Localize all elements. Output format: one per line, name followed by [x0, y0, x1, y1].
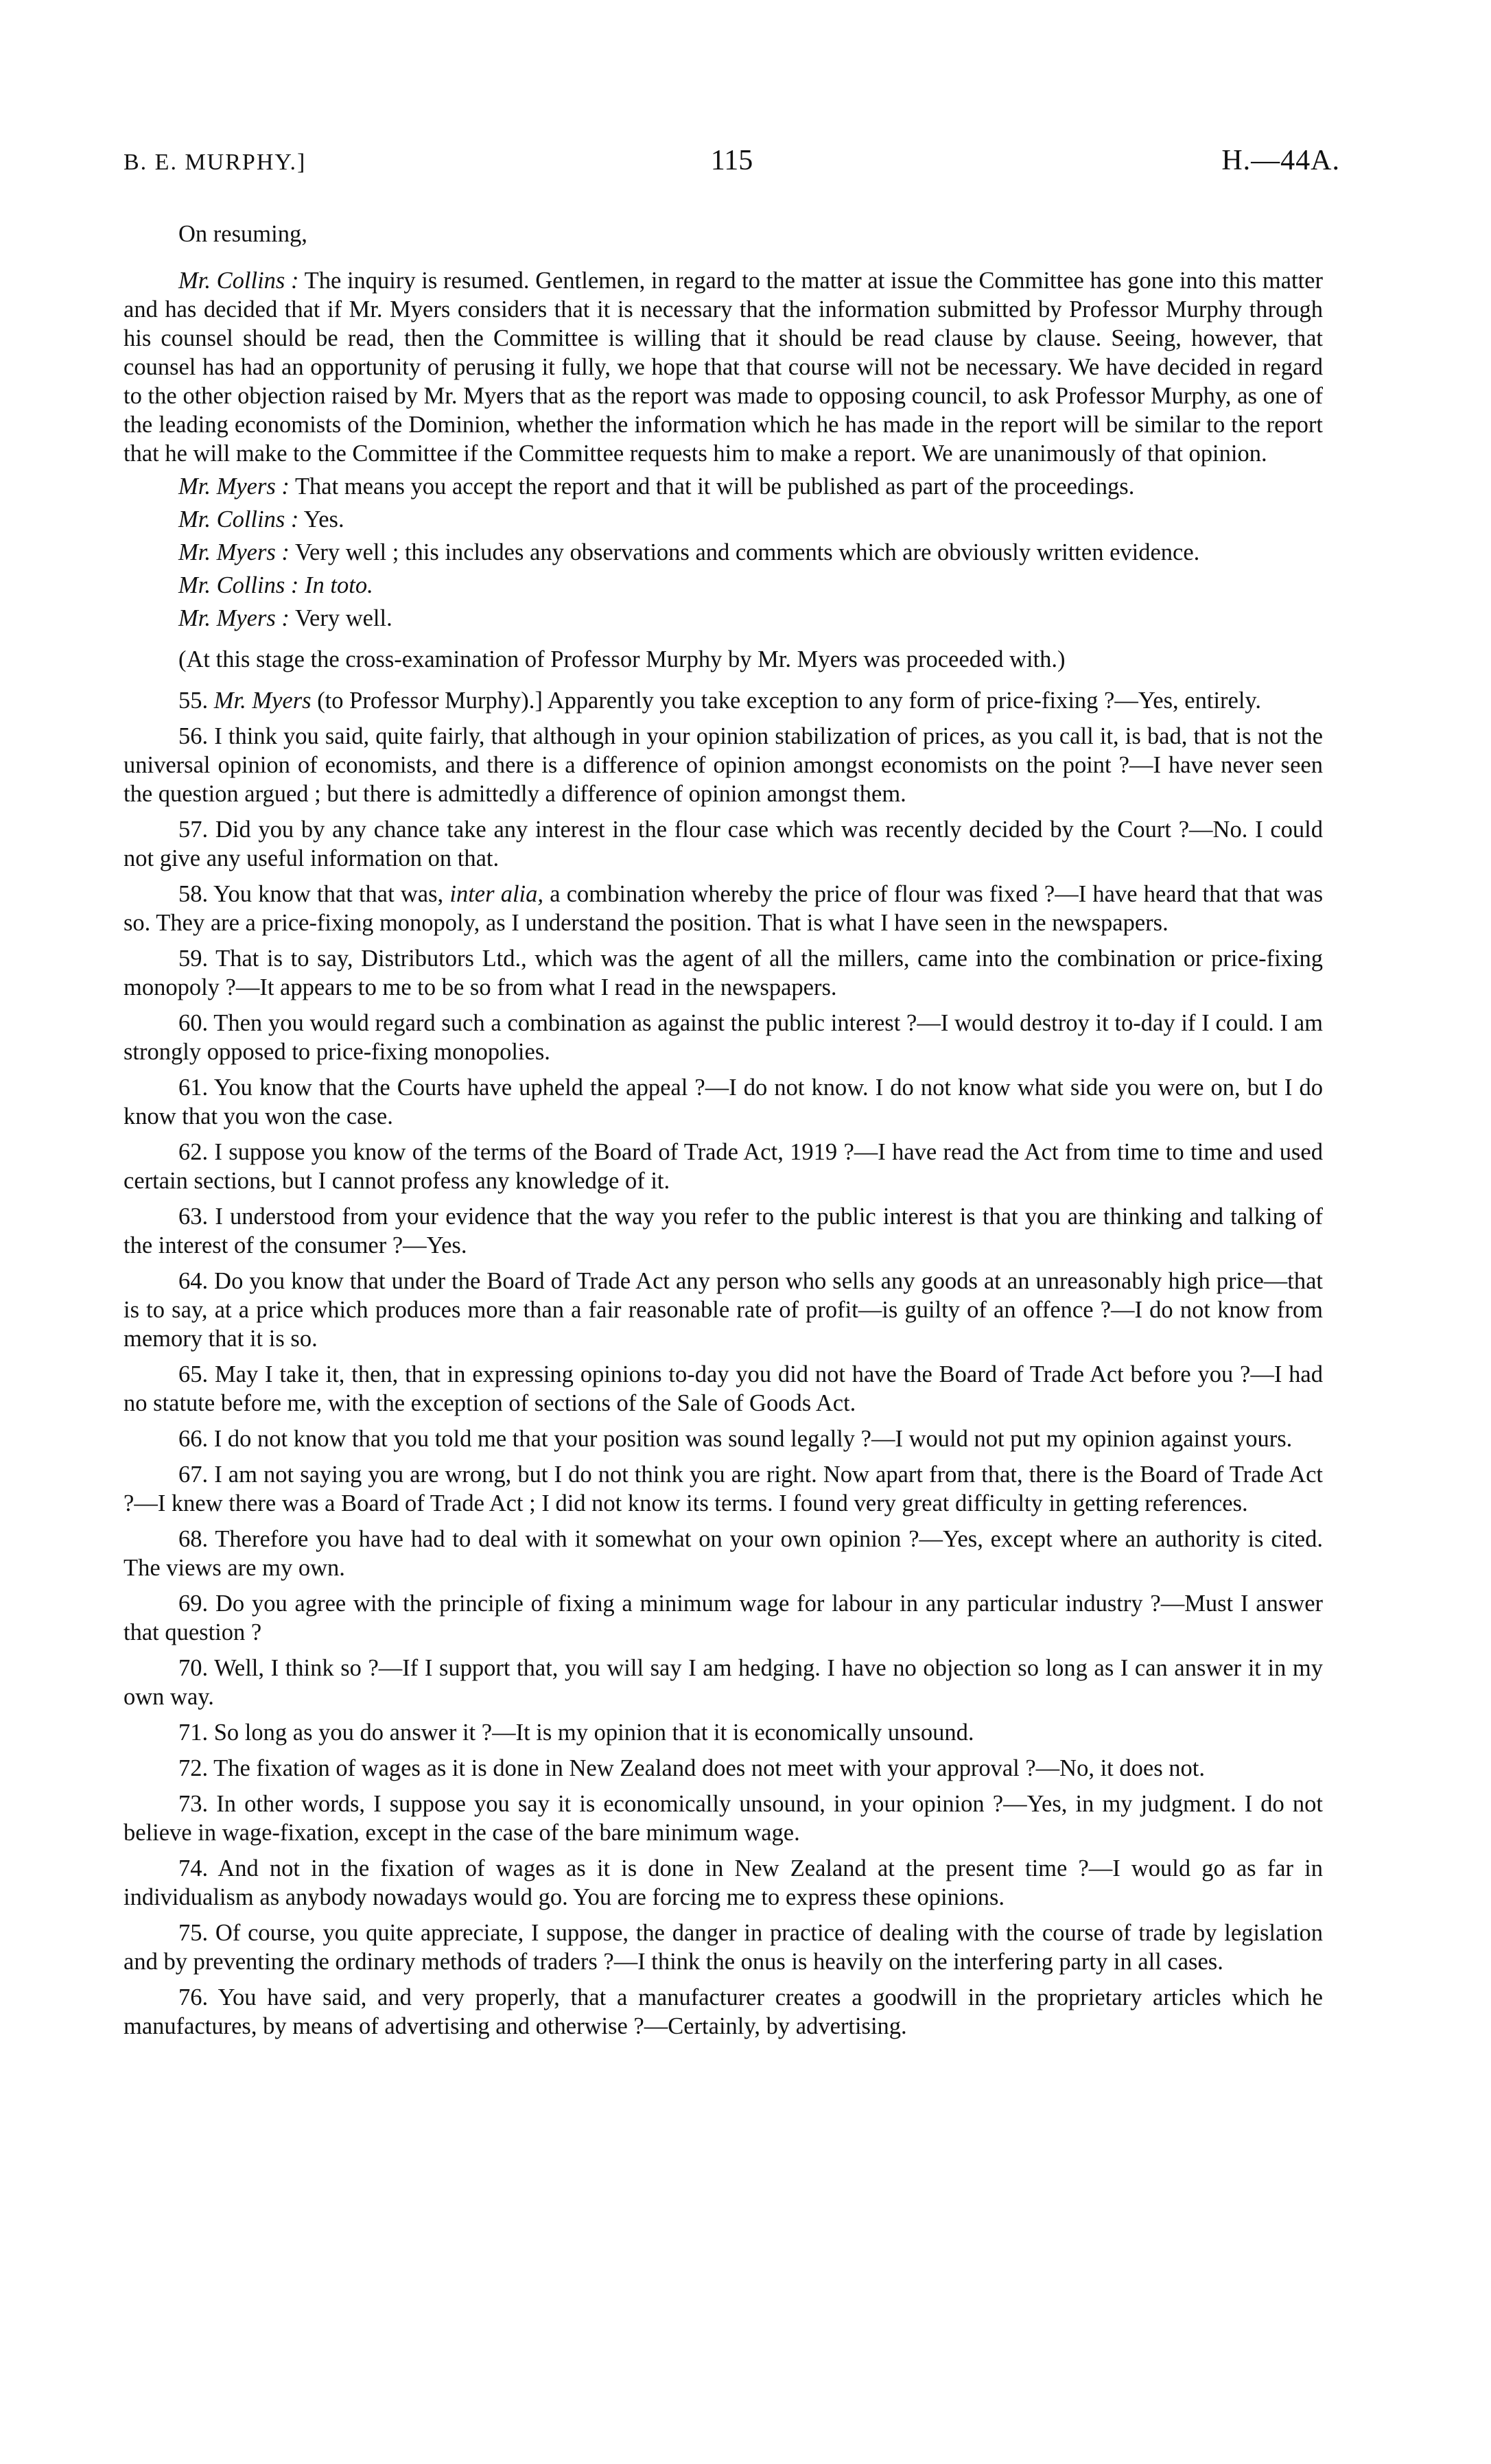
speaker-name: Mr. Myers : [178, 539, 290, 565]
question-60: 60. Then you would regard such a combination as against the public interest ?—I would destroy it to-day if I could. I am strongly opposed to price-fixing monopolies. [124, 1010, 1323, 1065]
question-59: 59. That is to say, Distributors Ltd., which was the agent of all the millers, came into the combination or price-fixing monopoly ?—It appears to me to be so from what I read in the newspapers. [124, 946, 1323, 1000]
question-75: 75. Of course, you quite appreciate, I suppose, the danger in practice of dealing with the course of trade by legislation and by preventing the ordinary methods of traders ?—I think the onus is heavily on the interfering party in all cases. [124, 1920, 1323, 1975]
question-text-start: 58. You know that that was, [178, 881, 444, 907]
exchange-paragraph [124, 472, 1323, 501]
intro-line: On resuming, [178, 221, 307, 247]
question-63: 63. I understood from your evidence that the way you refer to the public interest is that you are thinking and talking of the interest of the consumer ?—Yes. [124, 1204, 1323, 1258]
speaker-name: Mr. Myers [213, 688, 312, 714]
question-text: Apparently you take exception to any form of price-fixing ?—Yes, entirely. [547, 688, 1262, 714]
speaker-name: Mr. Myers : [178, 605, 290, 631]
question-64: 64. Do you know that under the Board of Trade Act any person who sells any goods at an unreasonably high price—that is to say, at a price which produces more than a fair reasonable rate of profit—is guilty of an offence ?—I do not know from memory that it is so. [124, 1268, 1323, 1352]
question-72: 72. The fixation of wages as it is done in New Zealand does not meet with your approval ?—No, it does not. [178, 1755, 1205, 1781]
question-55 [124, 686, 1323, 715]
question-65: 65. May I take it, then, that in expressing opinions to-day you did not have the Board of Trade Act before you ?—I had no statute before me, with the exception of sections of the Sale of Goods Act. [124, 1361, 1323, 1416]
question-74: 74. And not in the fixation of wages as it is done in New Zealand at the present time ?—I would go as far in individualism as anybody nowadays would go. You are forcing me to express these opinions. [124, 1855, 1323, 1910]
running-header [124, 144, 1340, 185]
speaker-name: Mr. Collins : [178, 572, 299, 598]
speech-text: The inquiry is resumed. Gentlemen, in regard to the matter at issue the Committee has gone into this matter and has decided that if Mr. Myers considers that it is necessary that the information submitted by Professor Murphy through his counsel should be read, then the Committee is willing that it should be read clause by clause. Seeing, however, that counsel has had an opportunity of perusing it fully, we hope that that course will not be necessary. We have decided in regard to the other objection raised by Mr. Myers that as the report was made to opposing council, to ask Professor Murphy, as one of the leading economists of the Dominion, whether the information which he has made in the report will be similar to the report that he will make to the Committee if the Committee requests him to make a report. We are unanimously of that opinion. [124, 268, 1323, 467]
exchange-paragraph [124, 604, 1323, 633]
speaker-name: Mr. Collins : [178, 506, 299, 532]
speech-text: Yes. [303, 506, 344, 532]
speaker-name: Mr. Collins : [178, 268, 299, 294]
exchange-paragraph [124, 505, 1323, 534]
exchange-paragraph [124, 538, 1323, 567]
question-number: 55. [178, 688, 209, 714]
exchange-paragraph [124, 571, 1323, 600]
speech-text: Very well ; this includes any observations and comments which are obviously written evidence. [294, 539, 1200, 565]
question-68: 68. Therefore you have had to deal with it somewhat on your own opinion ?—Yes, except where an authority is cited. The views are my own. [124, 1526, 1323, 1581]
document-body [124, 220, 1323, 2048]
speaker-lead: (to Professor Murphy).] [317, 688, 543, 714]
exchange-paragraph [124, 266, 1323, 468]
question-61: 61. You know that the Courts have upheld the appeal ?—I do not know. I do not know what side you were on, but I do know that you won the case. [124, 1075, 1323, 1129]
question-70: 70. Well, I think so ?—If I support that, you will say I am hedging. I have no objection so long as I can answer it in my own way. [124, 1655, 1323, 1710]
page-number: 115 [710, 145, 753, 176]
header-paper-reference: H.—44A. [1221, 145, 1340, 176]
speech-text: Very well. [294, 605, 392, 631]
question-58 [124, 880, 1323, 937]
stage-direction: (At this stage the cross-examination of Professor Murphy by Mr. Myers was proceeded with.) [178, 646, 1066, 672]
question-66: 66. I do not know that you told me that your position was sound legally ?—I would not put my opinion against yours. [178, 1426, 1293, 1452]
question-67: 67. I am not saying you are wrong, but I do not think you are right. Now apart from that, there is the Board of Trade Act ?—I knew there was a Board of Trade Act ; I did not know its terms. I found very great difficulty in getting references. [124, 1462, 1323, 1516]
question-56: 56. I think you said, quite fairly, that although in your opinion stabilization of prices, as you call it, is bad, that is not the universal opinion of economists, and there is a difference of opinion amongst economists on the point ?—I have never seen the question argued ; but there is admittedly a difference of opinion amongst them. [124, 723, 1323, 807]
question-69: 69. Do you agree with the principle of fixing a minimum wage for labour in any particular industry ?—Must I answer that question ? [124, 1591, 1323, 1645]
question-76: 76. You have said, and very properly, that a manufacturer creates a goodwill in the proprietary articles which he manufactures, by means of advertising and otherwise ?—Certainly, by advertising. [124, 1984, 1323, 2039]
question-62: 62. I suppose you know of the terms of the Board of Trade Act, 1919 ?—I have read the Act from time to time and used certain sections, but I cannot profess any knowledge of it. [124, 1139, 1323, 1194]
question-73: 73. In other words, I suppose you say it is economically unsound, in your opinion ?—Yes, in my judgment. I do not believe in wage-fixation, except in the case of the bare minimum wage. [124, 1791, 1323, 1846]
header-witness-name: B. E. MURPHY.] [124, 150, 307, 175]
question-text-end: a combination whereby the price of flour was fixed ?—I have heard that that was so. They are a price-fixing monopoly, as I understand the position. That is what I have seen in the newspapers. [124, 881, 1324, 936]
question-71: 71. So long as you do answer it ?—It is my opinion that it is economically unsound. [178, 1720, 974, 1746]
speech-text: That means you accept the report and that it will be published as part of the proceedings. [294, 473, 1135, 500]
question-57: 57. Did you by any chance take any interest in the flour case which was recently decided by the Court ?—No. I could not give any useful information on that. [124, 817, 1323, 871]
latin-phrase: inter alia, [449, 881, 544, 907]
speaker-name: Mr. Myers : [178, 473, 290, 500]
speech-text: In toto. [305, 572, 373, 598]
